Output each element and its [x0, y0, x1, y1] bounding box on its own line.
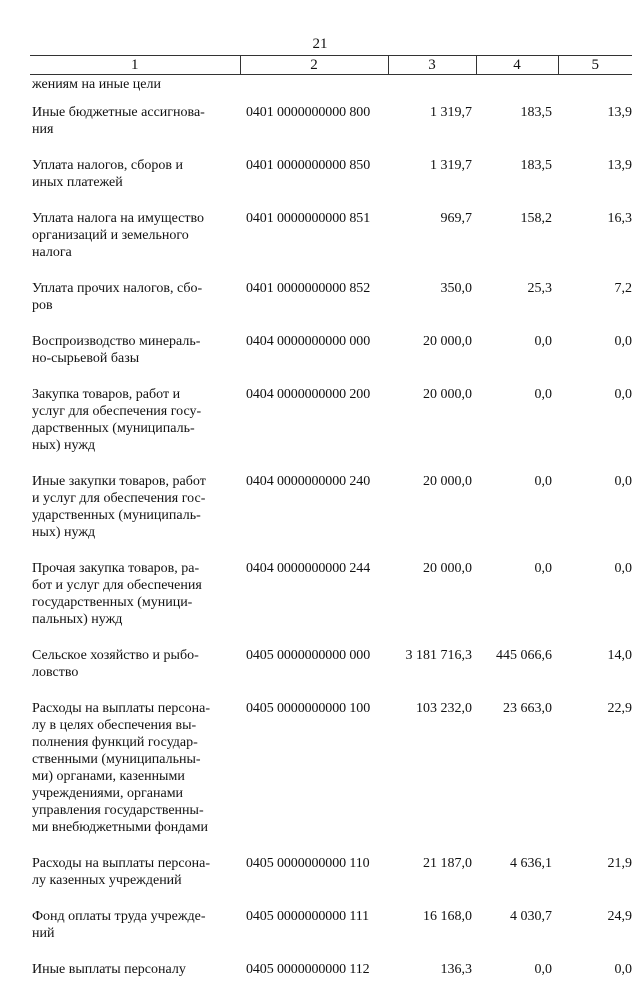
row-plan-value: 20 000,0 [388, 473, 476, 560]
description-line: управления государственны- [32, 802, 240, 819]
budget-table [30, 55, 632, 997]
header-col-1: 1 [30, 56, 240, 75]
header-col-5: 5 [558, 56, 632, 75]
description-line: Воспроизводство минераль- [32, 333, 240, 350]
description-line: Уплата налогов, сборов и [32, 157, 240, 174]
row-description [30, 961, 240, 997]
description-line: иных платежей [32, 174, 240, 191]
row-percent-value: 7,2 [558, 280, 632, 333]
row-code: 0405 0000000000 100 [240, 700, 388, 855]
row-code: 0405 0000000000 111 [240, 908, 388, 961]
row-percent-value: 14,0 [558, 647, 632, 700]
description-line: лу казенных учреждений [32, 872, 240, 889]
description-line: Уплата налога на имущество [32, 210, 240, 227]
description-line: пальных) нужд [32, 611, 240, 628]
row-description [30, 855, 240, 908]
description-line: ных) нужд [32, 524, 240, 541]
description-line: дарственных (муниципаль- [32, 420, 240, 437]
row-plan-value: 21 187,0 [388, 855, 476, 908]
header-col-4: 4 [476, 56, 558, 75]
table-row [30, 280, 632, 333]
row-code: 0401 0000000000 800 [240, 104, 388, 157]
row-actual-value: 4 030,7 [476, 908, 558, 961]
description-line: ственными (муниципальны- [32, 751, 240, 768]
description-line: полнения функций государ- [32, 734, 240, 751]
description-line: Сельское хозяйство и рыбо- [32, 647, 240, 664]
continuation-text: жениям на иные цели [30, 75, 632, 105]
row-description [30, 104, 240, 157]
description-line: государственных (муници- [32, 594, 240, 611]
description-line: услуг для обеспечения госу- [32, 403, 240, 420]
table-row [30, 473, 632, 560]
row-actual-value: 0,0 [476, 386, 558, 473]
description-line: ных) нужд [32, 437, 240, 454]
table-row [30, 647, 632, 700]
table-row [30, 560, 632, 647]
header-row [30, 56, 632, 75]
description-line: Прочая закупка товаров, ра- [32, 560, 240, 577]
row-plan-value: 969,7 [388, 210, 476, 280]
row-percent-value: 13,9 [558, 157, 632, 210]
description-line: Расходы на выплаты персона- [32, 855, 240, 872]
row-plan-value: 3 181 716,3 [388, 647, 476, 700]
description-line: ния [32, 121, 240, 138]
header-col-3: 3 [388, 56, 476, 75]
row-percent-value: 21,9 [558, 855, 632, 908]
table-body [30, 75, 632, 997]
row-code: 0404 0000000000 240 [240, 473, 388, 560]
description-line: ний [32, 925, 240, 942]
description-line: ми внебюджетными фондами [32, 819, 240, 836]
row-plan-value: 20 000,0 [388, 386, 476, 473]
row-percent-value: 0,0 [558, 961, 632, 997]
table-row [30, 157, 632, 210]
description-line: Фонд оплаты труда учрежде- [32, 908, 240, 925]
row-plan-value: 136,3 [388, 961, 476, 997]
table-row [30, 961, 632, 997]
table-row [30, 386, 632, 473]
description-line: Закупка товаров, работ и [32, 386, 240, 403]
table-row [30, 855, 632, 908]
row-plan-value: 1 319,7 [388, 104, 476, 157]
row-description [30, 908, 240, 961]
row-description [30, 647, 240, 700]
row-actual-value: 25,3 [476, 280, 558, 333]
continuation-row [30, 75, 632, 105]
table-row [30, 700, 632, 855]
row-percent-value: 0,0 [558, 386, 632, 473]
row-description [30, 560, 240, 647]
row-percent-value: 22,9 [558, 700, 632, 855]
row-plan-value: 20 000,0 [388, 560, 476, 647]
description-line: ров [32, 297, 240, 314]
description-line: Иные бюджетные ассигнова- [32, 104, 240, 121]
description-line: и услуг для обеспечения гос- [32, 490, 240, 507]
row-actual-value: 0,0 [476, 333, 558, 386]
row-plan-value: 350,0 [388, 280, 476, 333]
row-percent-value: 0,0 [558, 473, 632, 560]
row-code: 0404 0000000000 000 [240, 333, 388, 386]
description-line: Иные закупки товаров, работ [32, 473, 240, 490]
row-description [30, 700, 240, 855]
row-description [30, 473, 240, 560]
row-percent-value: 0,0 [558, 333, 632, 386]
description-line: Иные выплаты персоналу [32, 961, 240, 978]
description-line: ударственных (муниципаль- [32, 507, 240, 524]
table-row [30, 104, 632, 157]
row-description [30, 280, 240, 333]
description-line: учреждениями, органами [32, 785, 240, 802]
row-plan-value: 103 232,0 [388, 700, 476, 855]
row-actual-value: 4 636,1 [476, 855, 558, 908]
row-actual-value: 23 663,0 [476, 700, 558, 855]
row-percent-value: 16,3 [558, 210, 632, 280]
table-row [30, 210, 632, 280]
row-code: 0405 0000000000 112 [240, 961, 388, 997]
row-code: 0405 0000000000 000 [240, 647, 388, 700]
description-line: бот и услуг для обеспечения [32, 577, 240, 594]
header-col-2: 2 [240, 56, 388, 75]
row-percent-value: 0,0 [558, 560, 632, 647]
row-actual-value: 445 066,6 [476, 647, 558, 700]
row-description [30, 386, 240, 473]
row-actual-value: 0,0 [476, 560, 558, 647]
description-line: ловство [32, 664, 240, 681]
row-percent-value: 13,9 [558, 104, 632, 157]
row-plan-value: 1 319,7 [388, 157, 476, 210]
row-code: 0401 0000000000 850 [240, 157, 388, 210]
table-row [30, 333, 632, 386]
description-line: лу в целях обеспечения вы- [32, 717, 240, 734]
description-line: организаций и земельного [32, 227, 240, 244]
row-code: 0401 0000000000 851 [240, 210, 388, 280]
page-number: 21 [0, 36, 640, 53]
row-plan-value: 20 000,0 [388, 333, 476, 386]
row-actual-value: 183,5 [476, 104, 558, 157]
description-line: Расходы на выплаты персона- [32, 700, 240, 717]
row-code: 0405 0000000000 110 [240, 855, 388, 908]
description-line: ми) органами, казенными [32, 768, 240, 785]
row-actual-value: 158,2 [476, 210, 558, 280]
description-line: но-сырьевой базы [32, 350, 240, 367]
row-description [30, 333, 240, 386]
row-code: 0404 0000000000 244 [240, 560, 388, 647]
table-row [30, 908, 632, 961]
row-percent-value: 24,9 [558, 908, 632, 961]
row-actual-value: 183,5 [476, 157, 558, 210]
row-plan-value: 16 168,0 [388, 908, 476, 961]
row-description [30, 157, 240, 210]
row-code: 0401 0000000000 852 [240, 280, 388, 333]
description-line: Уплата прочих налогов, сбо- [32, 280, 240, 297]
row-actual-value: 0,0 [476, 961, 558, 997]
row-actual-value: 0,0 [476, 473, 558, 560]
row-description [30, 210, 240, 280]
description-line: налога [32, 244, 240, 261]
row-code: 0404 0000000000 200 [240, 386, 388, 473]
